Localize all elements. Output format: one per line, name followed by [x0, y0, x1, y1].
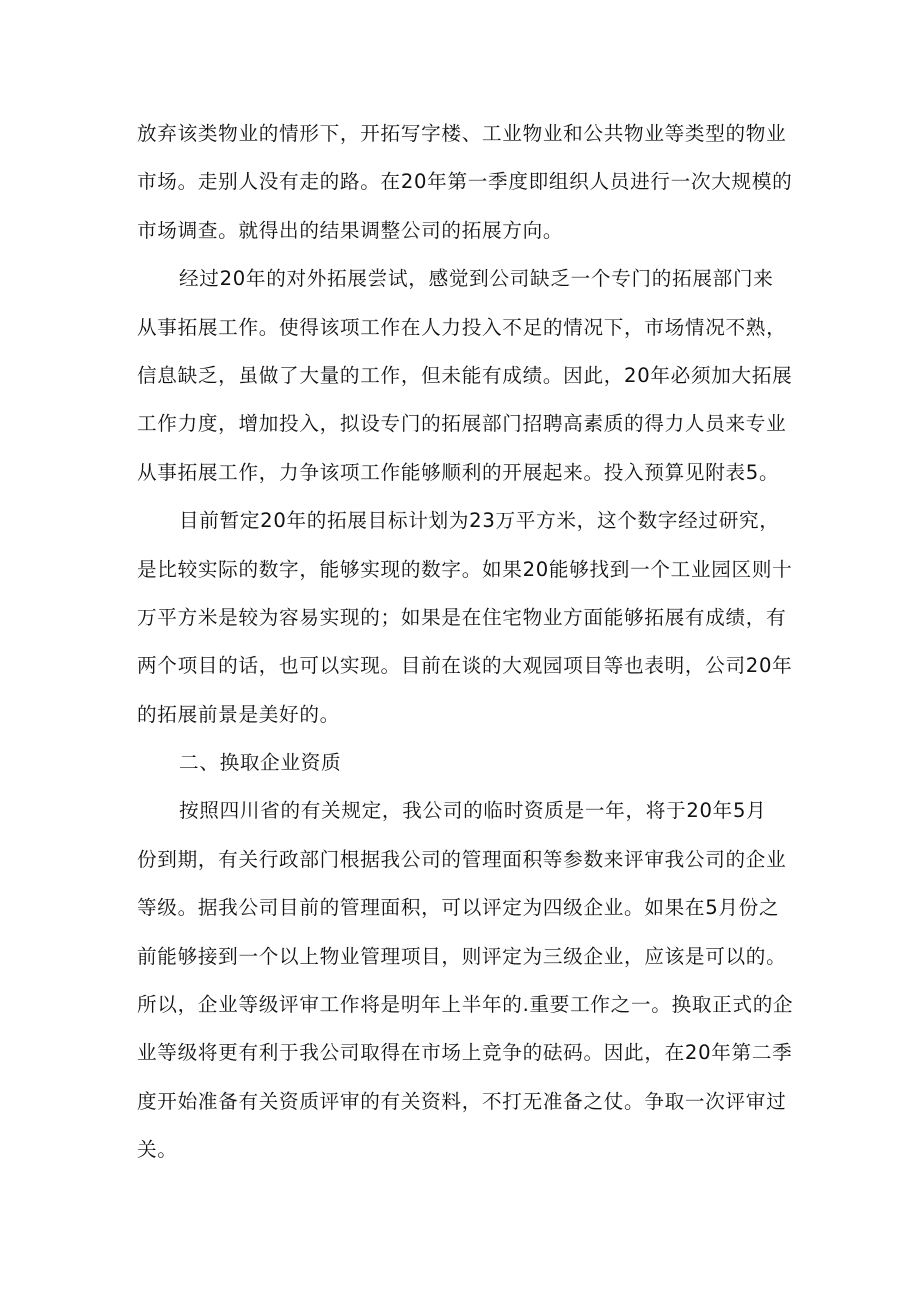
text-line: 度开始准备有关资质评审的有关资料，不打无准备之仗。争取一次评审过 — [137, 1089, 787, 1113]
text-line: 工作力度，增加投入，拟设专门的拓展部门招聘高素质的得力人员来专业 — [137, 412, 787, 436]
text-line: 市场调查。就得出的结果调整公司的拓展方向。 — [137, 218, 564, 242]
text-line: 经过20年的对外拓展尝试，感觉到公司缺乏一个专门的拓展部门来 — [179, 267, 774, 291]
text-line: 份到期，有关行政部门根据我公司的管理面积等参数来评审我公司的企业 — [137, 847, 787, 871]
text-line: 从事拓展工作，力争该项工作能够顺利的开展起来。投入预算见附表5。 — [137, 460, 780, 484]
text-line: 目前暂定20年的拓展目标计划为23万平方米，这个数字经过研究， — [179, 509, 780, 533]
text-line: 业等级将更有利于我公司取得在市场上竞争的砝码。因此，在20年第二季 — [137, 1041, 793, 1065]
text-line: 放弃该类物业的情形下，开拓写字楼、工业物业和公共物业等类型的物业 — [137, 122, 787, 145]
text-line: 的拓展前景是美好的。 — [137, 702, 340, 726]
text-line: 市场。走别人没有走的路。在20年第一季度即组织人员进行一次大规模的 — [137, 170, 793, 194]
text-line: 从事拓展工作。使得该项工作在人力投入不足的情况下，市场情况不熟， — [137, 315, 787, 339]
text-line: 等级。据我公司目前的管理面积，可以评定为四级企业。如果在5月份之 — [137, 896, 780, 920]
text-line: 是比较实际的数字，能够实现的数字。如果20能够找到一个工业园区则十 — [137, 557, 793, 581]
text-line: 所以，企业等级评审工作将是明年上半年的.重要工作之一。换取正式的企 — [137, 993, 794, 1017]
text-line: 按照四川省的有关规定，我公司的临时资质是一年，将于20年5月 — [179, 799, 767, 823]
text-line: 万平方米是较为容易实现的；如果是在住宅物业方面能够拓展有成绩，有 — [137, 605, 787, 629]
text-line: 信息缺乏，虽做了大量的工作，但未能有成绩。因此，20年必须加大拓展 — [137, 363, 793, 387]
text-line: 前能够接到一个以上物业管理项目，则评定为三级企业，应该是可以的。 — [137, 944, 787, 968]
text-line: 两个项目的话，也可以实现。目前在谈的大观园项目等也表明，公司20年 — [137, 654, 793, 678]
section-heading: 二、换取企业资质 — [179, 751, 342, 775]
text-line: 关。 — [137, 1138, 178, 1162]
document-body — [137, 114, 797, 1179]
